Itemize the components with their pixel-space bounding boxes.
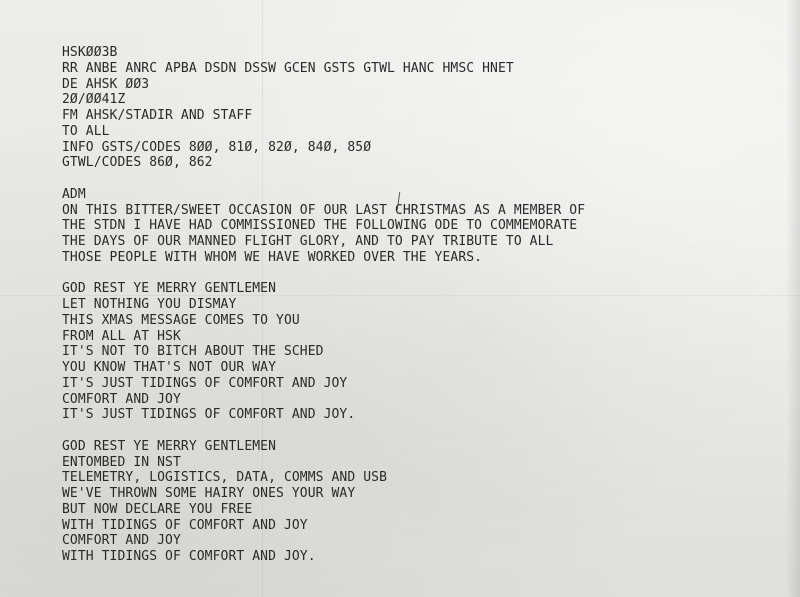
text-line: ON THIS BITTER/SWEET OCCASION OF OUR LAST CHRISTMAS AS A MEMBER OF — [62, 202, 586, 218]
verse-line: YOU KNOW THAT'S NOT OUR WAY — [62, 360, 277, 375]
info-line: INFO GSTS/CODES 8ØØ, 81Ø, 82Ø, 84Ø, 85Ø — [62, 139, 372, 155]
verse-line: WE'VE THROWN SOME HAIRY ONES YOUR WAY — [62, 486, 356, 501]
text-line: THE STDN I HAVE HAD COMMISSIONED THE FOLLOWING ODE TO COMMEMORATE — [62, 218, 578, 234]
verse-line: GOD REST YE MERRY GENTLEMEN — [62, 281, 277, 297]
verse-1 — [62, 281, 585, 423]
verse-line: TELEMETRY, LOGISTICS, DATA, COMMS AND USB — [62, 470, 387, 486]
category-line: ADM — [62, 186, 86, 202]
message-id: HSKØØ3B — [62, 45, 118, 60]
info-line-continued: GTWL/CODES 86Ø, 862 — [62, 155, 213, 171]
verse-line: COMFORT AND JOY — [62, 391, 181, 407]
verse-2 — [62, 439, 585, 565]
verse-line: WITH TIDINGS OF COMFORT AND JOY — [62, 517, 308, 533]
verse-line: IT'S JUST TIDINGS OF COMFORT AND JOY — [62, 375, 348, 391]
verse-line: FROM ALL AT HSK — [62, 328, 181, 344]
text-line: THOSE PEOPLE WITH WHOM WE HAVE WORKED OVER THE YEARS. — [62, 249, 483, 265]
verse-line: IT'S NOT TO BITCH ABOUT THE SCHED — [62, 344, 324, 360]
verse-line: ENTOMBED IN NST — [62, 454, 181, 470]
to-line: TO ALL — [62, 123, 110, 139]
verse-line: COMFORT AND JOY — [62, 533, 181, 549]
verse-line: BUT NOW DECLARE YOU FREE — [62, 501, 253, 517]
message-body — [62, 45, 585, 565]
verse-line: GOD REST YE MERRY GENTLEMEN — [62, 438, 277, 454]
origin-line: DE AHSK ØØ3 — [62, 76, 150, 92]
intro-paragraph — [62, 187, 585, 266]
verse-line: LET NOTHING YOU DISMAY — [62, 297, 237, 312]
datetime-group: 2Ø/ØØ41Z — [62, 92, 126, 108]
verse-line: WITH TIDINGS OF COMFORT AND JOY. — [62, 549, 316, 564]
from-line: FM AHSK/STADIR AND STAFF — [62, 108, 253, 123]
text-line: THE DAYS OF OUR MANNED FLIGHT GLORY, AND TO PAY TRIBUTE TO ALL — [62, 234, 554, 249]
routing-indicators: RR ANBE ANRC APBA DSDN DSSW GCEN GSTS GTWL HANC HMSC HNET — [62, 60, 514, 76]
routing-header — [62, 45, 585, 171]
paper-edge-shadow — [786, 0, 800, 597]
verse-line: IT'S JUST TIDINGS OF COMFORT AND JOY. — [62, 407, 356, 423]
verse-line: THIS XMAS MESSAGE COMES TO YOU — [62, 312, 300, 328]
